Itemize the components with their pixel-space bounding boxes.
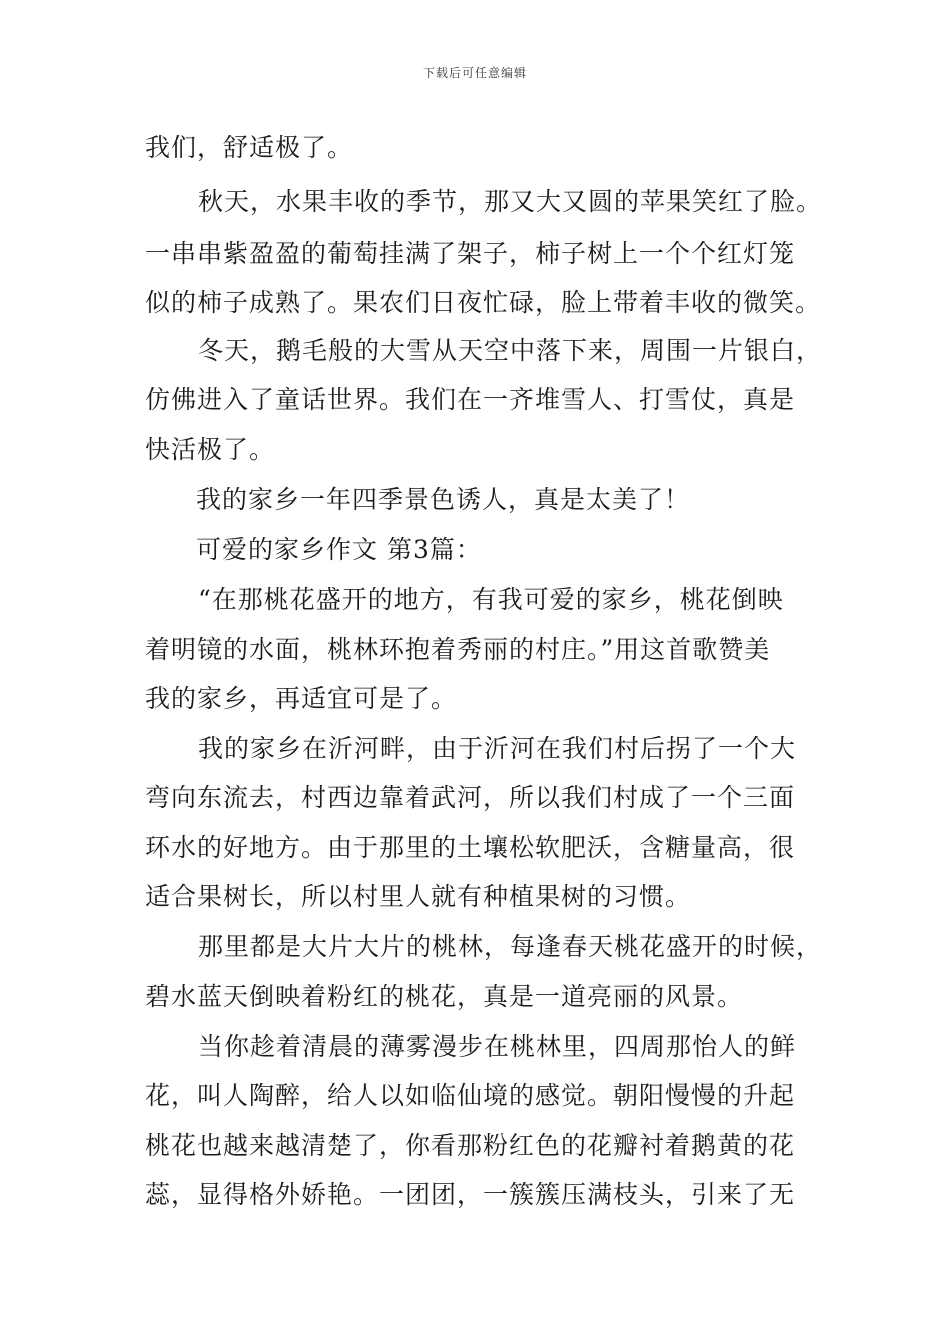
- text-line: 我们，舒适极了。: [145, 133, 354, 162]
- text-line: 仿佛进入了童话世界。我们在一齐堆雪人、打雪仗，真是: [145, 385, 796, 414]
- text-line: 蕊，显得格外娇艳。一团团，一簇簇压满枝头，引来了无: [145, 1180, 796, 1209]
- text-line: 我的家乡，再适宜可是了。: [145, 684, 458, 713]
- text-line: 碧水蓝天倒映着粉红的桃花，真是一道亮丽的风景。: [145, 982, 744, 1011]
- text-line: 我的家乡在沂河畔，由于沂河在我们村后拐了一个大: [198, 734, 797, 763]
- text-line: 冬天，鹅毛般的大雪从天空中落下来，周围一片银白，: [198, 336, 823, 365]
- text-line: 我的家乡一年四季景色诱人，真是太美了！: [196, 485, 691, 514]
- text-line: “在那桃花盛开的地方，有我可爱的家乡，桃花倒映: [198, 585, 784, 614]
- text-line: 一串串紫盈盈的葡萄挂满了架子，柿子树上一个个红灯笼: [145, 239, 796, 268]
- text-line: 桃花也越来越清楚了，你看那粉红色的花瓣衬着鹅黄的花: [145, 1131, 796, 1160]
- text-line: 环水的好地方。由于那里的土壤松软肥沃，含糖量高，很: [145, 833, 796, 862]
- page-header: 下载后可任意编辑: [422, 66, 527, 80]
- text-line: 秋天，水果丰收的季节，那又大又圆的苹果笑红了脸。: [198, 187, 823, 216]
- text-line: 花，叫人陶醉，给人以如临仙境的感觉。朝阳慢慢的升起: [145, 1081, 796, 1110]
- text-line: 适合果树长，所以村里人就有种植果树的习惯。: [145, 882, 692, 911]
- text-line: 当你趁着清晨的薄雾漫步在桃林里，四周那怡人的鲜: [198, 1032, 797, 1061]
- text-line: 快活极了。: [145, 435, 276, 464]
- text-line: 似的柿子成熟了。果农们日夜忙碌，脸上带着丰收的微笑。: [145, 288, 822, 317]
- text-line: 那里都是大片大片的桃林，每逢春天桃花盛开的时候，: [198, 932, 823, 961]
- text-line: 弯向东流去，村西边靠着武河，所以我们村成了一个三面: [145, 783, 796, 812]
- section-heading: 可爱的家乡作文 第3篇：: [196, 535, 482, 564]
- text-line: 着明镜的水面，桃林环抱着秀丽的村庄。”用这首歌赞美: [145, 635, 771, 664]
